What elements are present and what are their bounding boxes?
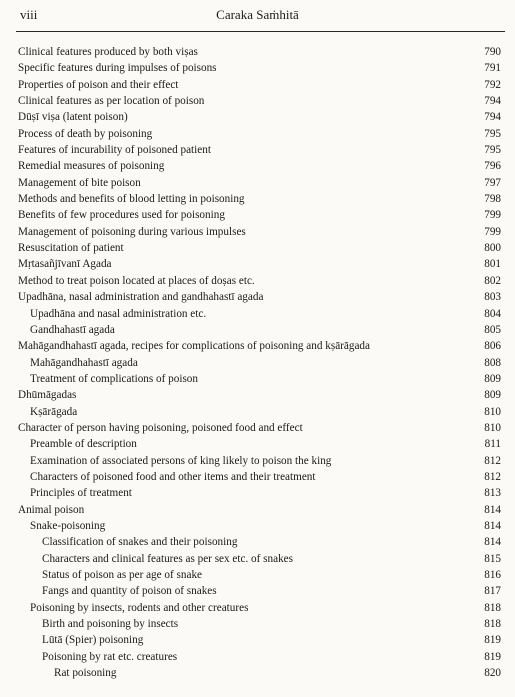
- page-number: viii: [20, 7, 38, 22]
- toc-entry: [0, 453, 515, 469]
- toc-entry-page: 794: [484, 95, 501, 108]
- toc-entry: [0, 502, 515, 518]
- toc-entry-page: 820: [484, 667, 501, 680]
- toc-entry-page: 809: [484, 372, 501, 385]
- toc-entry-page: 803: [484, 291, 501, 304]
- toc-entry-title: Clinical features as per location of poison: [18, 95, 205, 108]
- toc-entry: [0, 289, 515, 305]
- toc-entry: [0, 436, 515, 452]
- toc-entry-title: Method to treat poison located at places of doṣas etc.: [18, 274, 255, 287]
- toc-entry-title: Poisoning by insects, rodents and other creatures: [30, 601, 249, 614]
- toc-entry-title: Resuscitation of patient: [18, 242, 124, 255]
- toc-entry-page: 791: [484, 62, 501, 75]
- toc-entry-title: Mahāgandhahastī agada: [30, 356, 138, 369]
- page-header: [0, 0, 515, 34]
- toc-entry-title: Upadhāna, nasal administration and gandhahastī agada: [18, 291, 264, 304]
- toc-entry-title: Preamble of description: [30, 438, 137, 451]
- toc-entry-page: 795: [484, 144, 501, 157]
- toc-entry-page: 809: [484, 389, 501, 402]
- toc-entry: [0, 534, 515, 550]
- toc-entry-title: Lūtā (Spier) poisoning: [42, 634, 144, 647]
- toc-entry: [0, 256, 515, 272]
- toc-entry: [0, 191, 515, 207]
- toc-entry-page: 810: [484, 421, 501, 434]
- toc-entry: [0, 551, 515, 567]
- toc-entry: [0, 649, 515, 665]
- toc-entry: [0, 175, 515, 191]
- toc-entry: [0, 616, 515, 632]
- toc-entry: [0, 567, 515, 583]
- toc-entry-title: Animal poison: [18, 503, 85, 516]
- toc-entry-page: 810: [484, 405, 501, 418]
- toc-entry-title: Characters of poisoned food and other items and their treatment: [30, 470, 316, 483]
- toc-entry-title: Mahāgandhahastī agada, recipes for complications of poisoning and kṣārāgada: [18, 340, 370, 353]
- toc-entry: [0, 224, 515, 240]
- toc-entry-title: Specific features during impulses of poisons: [18, 62, 217, 75]
- toc-entry: [0, 420, 515, 436]
- toc-entry: [0, 60, 515, 76]
- toc-entry-page: 795: [484, 127, 501, 140]
- toc-entry: [0, 665, 515, 681]
- toc-entry: [0, 240, 515, 256]
- toc-entry-page: 813: [484, 487, 501, 500]
- toc-entry-title: Examination of associated persons of king likely to poison the king: [30, 454, 332, 467]
- toc-entry-title: Classification of snakes and their poisoning: [42, 536, 238, 549]
- toc-entry: [0, 207, 515, 223]
- toc-entry-page: 798: [484, 193, 501, 206]
- toc-entry: [0, 126, 515, 142]
- toc-entry-page: 819: [484, 634, 501, 647]
- toc-entry-title: Mṛtasañjīvanī Agada: [18, 258, 112, 271]
- toc-entry-page: 799: [484, 209, 501, 222]
- toc-entry: [0, 632, 515, 648]
- toc-entry-title: Poisoning by rat etc. creatures: [42, 650, 178, 663]
- toc-entry-page: 804: [484, 307, 501, 320]
- toc-entry: [0, 338, 515, 354]
- toc-entry-page: 792: [484, 78, 501, 91]
- toc-entry-page: 816: [484, 569, 501, 581]
- toc-entry: [0, 158, 515, 174]
- toc-entry-title: Process of death by poisoning: [18, 127, 153, 140]
- toc-entry-page: 811: [484, 438, 501, 451]
- toc-entry-title: Birth and poisoning by insects: [42, 618, 179, 631]
- toc-entry-title: Status of poison as per age of snake: [42, 569, 203, 581]
- toc-entry-page: 796: [484, 160, 501, 173]
- toc-entry-title: Dhūmāgadas: [18, 389, 77, 402]
- toc-entry-page: 801: [484, 258, 501, 271]
- toc-entry-title: Remedial measures of poisoning: [18, 160, 165, 173]
- toc-entry: [0, 469, 515, 485]
- toc-entry-title: Characters and clinical features as per sex etc. of snakes: [42, 552, 293, 565]
- toc-entry: [0, 404, 515, 420]
- toc-entry: [0, 355, 515, 371]
- toc-entry: [0, 322, 515, 338]
- toc-entry: [0, 518, 515, 534]
- toc-entry: [0, 273, 515, 289]
- toc-entry-page: 800: [484, 242, 501, 255]
- toc-entry-title: Character of person having poisoning, poisoned food and effect: [18, 421, 303, 434]
- toc-entry: [0, 583, 515, 599]
- toc-entry-title: Rat poisoning: [54, 667, 117, 680]
- toc-entry-title: Management of bite poison: [18, 176, 141, 189]
- toc-entry-page: 799: [484, 225, 501, 238]
- toc-entry-page: 814: [484, 503, 501, 516]
- toc-entry-title: Dūṣī viṣa (latent poison): [18, 111, 128, 124]
- toc-entry-title: Methods and benefits of blood letting in poisoning: [18, 193, 245, 206]
- toc-entry-title: Kṣārāgada: [30, 405, 78, 418]
- toc-entry: [0, 306, 515, 322]
- toc-entry-page: 812: [484, 470, 501, 483]
- toc-entry-title: Benefits of few procedures used for poisoning: [18, 209, 225, 222]
- toc-entry-page: 815: [484, 552, 501, 565]
- toc-entry-title: Features of incurability of poisoned patient: [18, 144, 211, 157]
- toc-entry: [0, 109, 515, 125]
- toc-entry-page: 805: [484, 323, 501, 336]
- toc-entry-title: Management of poisoning during various impulses: [18, 225, 246, 238]
- toc-entry: [0, 44, 515, 60]
- toc-entry-page: 802: [484, 274, 501, 287]
- toc-entry-title: Properties of poison and their effect: [18, 78, 179, 91]
- toc-entry-page: 790: [484, 46, 501, 58]
- toc-entry-page: 794: [484, 111, 501, 124]
- header-rule: [16, 31, 505, 32]
- toc-entry-title: Upadhāna and nasal administration etc.: [30, 307, 207, 320]
- toc-entry-page: 808: [484, 356, 501, 369]
- toc-entry-page: 817: [484, 585, 501, 598]
- toc-entry: [0, 387, 515, 403]
- toc-entry-page: 819: [484, 650, 501, 663]
- toc-entry-page: 818: [484, 618, 501, 631]
- toc-entry: [0, 600, 515, 616]
- toc-entry-page: 806: [484, 340, 501, 353]
- toc-entry: [0, 77, 515, 93]
- toc-entry: [0, 142, 515, 158]
- toc-entry-title: Fangs and quantity of poison of snakes: [42, 585, 217, 598]
- toc-entry-title: Gandhahastī agada: [30, 323, 115, 336]
- toc-entry-page: 814: [484, 536, 501, 549]
- running-title: Caraka Saṁhitā: [216, 7, 299, 22]
- toc-entry-title: Treatment of complications of poison: [30, 372, 198, 385]
- toc-entry-title: Snake-poisoning: [30, 519, 106, 532]
- toc-entry: [0, 371, 515, 387]
- toc-entry-page: 814: [484, 519, 501, 532]
- toc-entry-page: 797: [484, 176, 501, 189]
- toc-entry-title: Clinical features produced by both viṣas: [18, 46, 198, 58]
- toc-entry: [0, 93, 515, 109]
- toc-entry-page: 818: [484, 601, 501, 614]
- toc-entry-page: 812: [484, 454, 501, 467]
- table-of-contents: [0, 44, 515, 681]
- toc-entry: [0, 485, 515, 501]
- toc-entry-title: Principles of treatment: [30, 487, 132, 500]
